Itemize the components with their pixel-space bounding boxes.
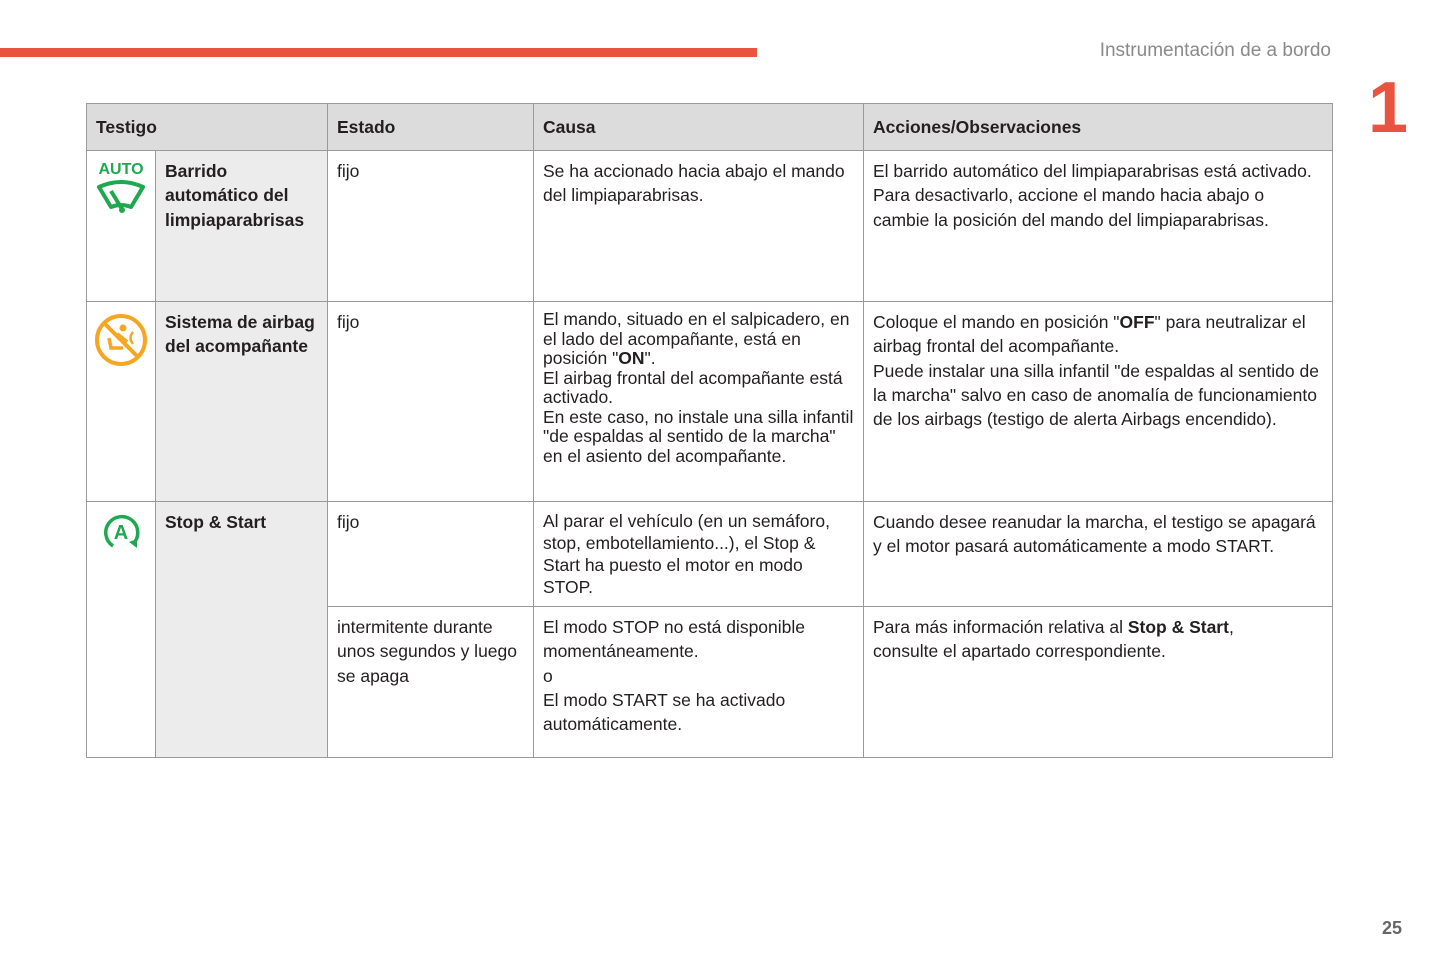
cause-cell: El modo STOP no está disponible momentáneamente. o El modo START se ha activado automáticamente. — [534, 607, 864, 758]
warning-lights-table — [86, 103, 1333, 758]
state-cell: fijo — [328, 502, 534, 607]
indicator-cell — [87, 502, 156, 758]
column-header: Acciones/Observaciones — [864, 104, 1333, 151]
actions-cell: Cuando desee reanudar la marcha, el testigo se apagará y el motor pasará automáticamente a modo START. — [864, 502, 1333, 607]
table-row — [87, 502, 1333, 607]
actions-cell — [864, 302, 1333, 502]
state-cell: fijo — [328, 151, 534, 302]
column-header: Causa — [534, 104, 864, 151]
chapter-number: 1 — [1368, 68, 1409, 148]
stop-start-icon — [99, 512, 143, 552]
cause-cell: Al parar el vehículo (en un semáforo, stop, embotellamiento...), el Stop & Start ha puesto el motor en modo STOP. — [534, 502, 864, 607]
cause-cell — [534, 302, 864, 502]
cause-cell: Se ha accionado hacia abajo el mando del limpiaparabrisas. — [534, 151, 864, 302]
table-row — [87, 302, 1333, 502]
state-cell: intermitente durante unos segundos y luego se apaga — [328, 607, 534, 758]
page-number: 25 — [1382, 918, 1403, 938]
table-row — [87, 151, 1333, 302]
text: Coloque el mando en posición " — [873, 312, 1120, 332]
passenger-airbag-off-icon — [93, 312, 149, 368]
actions-cell: El barrido automático del limpiaparabrisas está activado. Para desactivarlo, accione el mando hacia abajo o cambie la posición del mando del limpiaparabrisas. — [864, 151, 1333, 302]
text: Para más información relativa al — [873, 617, 1128, 637]
indicator-name: Sistema de airbag del acompañante — [156, 302, 328, 502]
column-header: Testigo — [87, 104, 328, 151]
auto-wiper-icon — [95, 179, 147, 215]
indicator-cell — [87, 151, 156, 302]
bold-text: ON — [618, 348, 645, 368]
text: El mando, situado en el salpicadero, en el lado del acompañante, está en posición " — [543, 309, 850, 368]
indicator-name: Barrido automático del limpiaparabrisas — [156, 151, 328, 302]
accent-bar — [0, 48, 757, 57]
bold-text: OFF — [1119, 312, 1155, 332]
indicator-cell — [87, 302, 156, 502]
actions-cell — [864, 607, 1333, 758]
svg-text:A: A — [113, 522, 129, 544]
indicator-name: Stop & Start — [156, 502, 328, 758]
text: " para neutralizar el airbag frontal del acompañante. Puede instalar una silla infantil "de espaldas al sentido de la marcha" salvo en caso de anomalía de funcionamiento de los airbags (testigo de alerta Airbags encendido). — [873, 312, 1319, 430]
state-cell: fijo — [328, 302, 534, 502]
text: , consulte el apartado correspondiente. — [873, 617, 1234, 662]
text: ". El airbag frontal del acompañante está activado. En este caso, no instale una silla infantil "de espaldas al sentido de la marcha" en el asiento del acompañante. — [543, 348, 854, 466]
bold-text: Stop & Start — [1127, 617, 1229, 637]
table-header-row — [87, 104, 1333, 151]
auto-label: AUTO — [98, 161, 144, 178]
section-title: Instrumentación de a bordo — [1099, 40, 1331, 61]
column-header: Estado — [328, 104, 534, 151]
